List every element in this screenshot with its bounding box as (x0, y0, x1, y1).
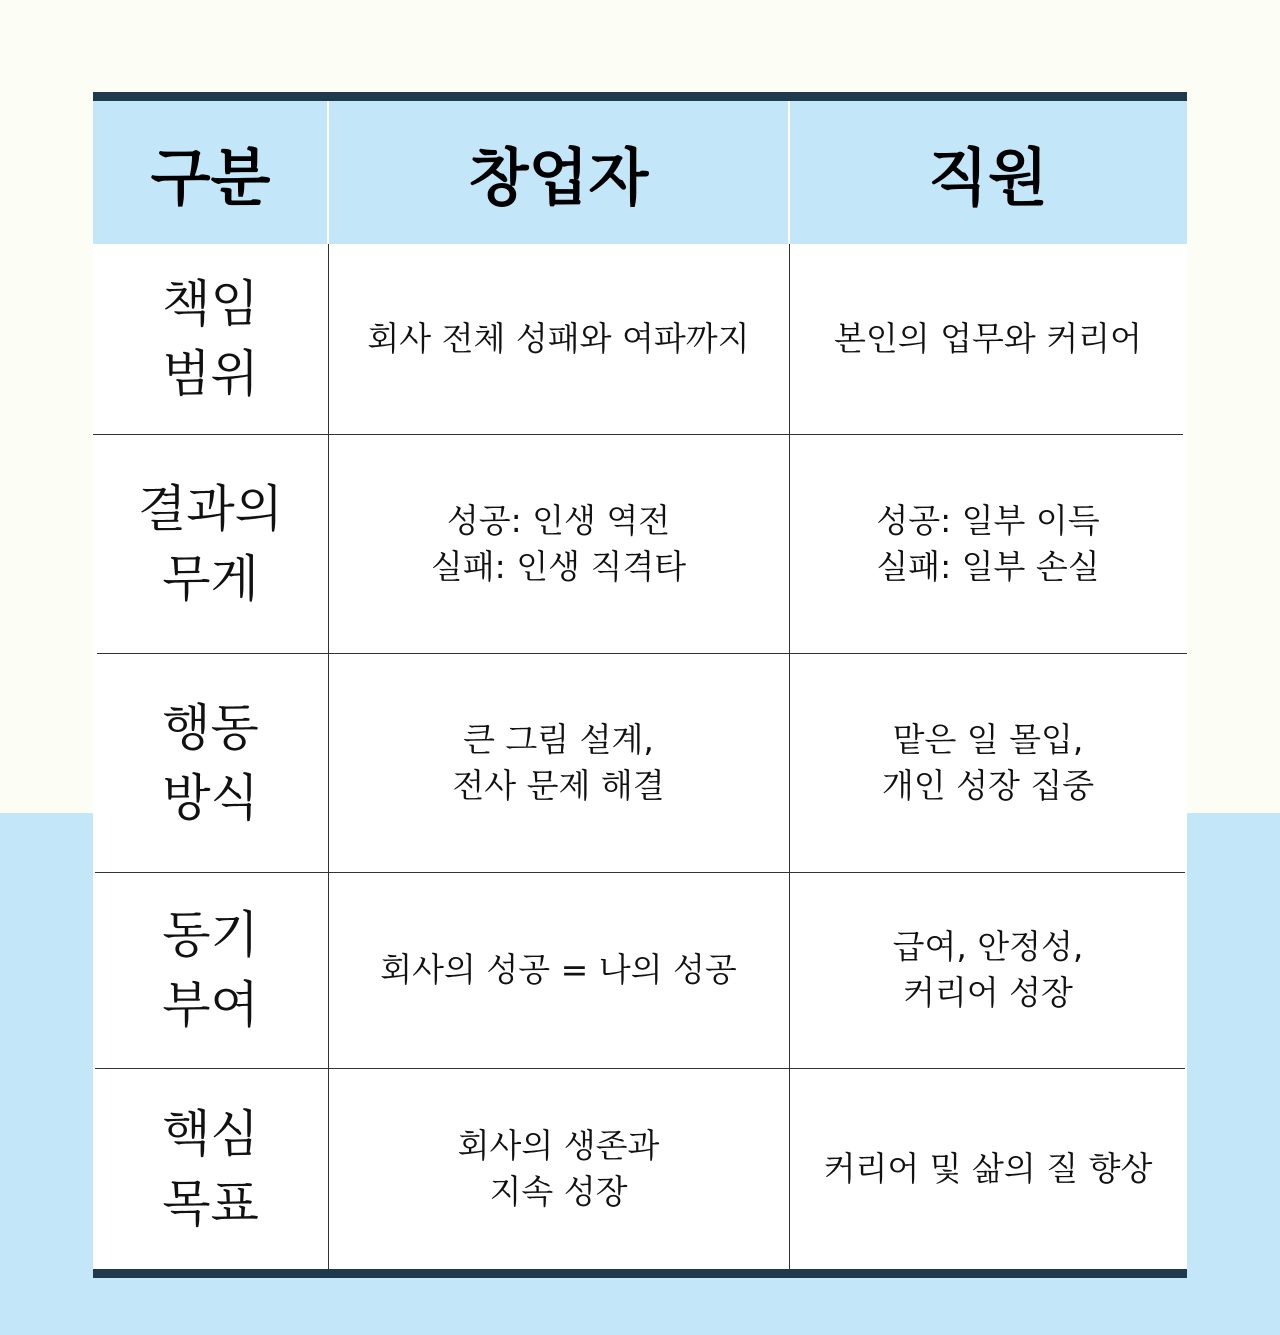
table-header-row (93, 101, 1187, 244)
founder-cell-motivation: 회사의 성공 = 나의 성공 (380, 950, 737, 989)
row-label-responsibility: 책임 범위 (162, 275, 259, 403)
header-employee: 직원 (928, 141, 1048, 214)
header-category: 구분 (150, 141, 271, 214)
comparison-table (93, 92, 1187, 1278)
header-founder: 창업자 (468, 141, 649, 214)
employee-cell-weight: 성공: 일부 이득 실패: 일부 손실 (876, 500, 1100, 586)
row-label-motivation: 동기 부여 (162, 906, 259, 1034)
employee-cell-goal: 커리어 및 삶의 질 향상 (823, 1148, 1153, 1188)
row-label-goal: 핵심 목표 (162, 1104, 259, 1233)
founder-cell-goal: 회사의 생존과 지속 성장 (457, 1125, 660, 1211)
header-divider (327, 101, 329, 244)
founder-cell-responsibility: 회사 전체 성패와 여파까지 (367, 319, 750, 358)
employee-cell-behavior: 맡은 일 몰입, 개인 성장 집중 (881, 719, 1095, 805)
employee-cell-responsibility: 본인의 업무와 커리어 (834, 319, 1142, 358)
employee-cell-motivation: 급여, 안정성, 커리어 성장 (892, 927, 1084, 1012)
founder-cell-weight: 성공: 인생 역전 실패: 인생 직격타 (430, 500, 687, 586)
row-label-weight: 결과의 무게 (138, 479, 283, 608)
founder-cell-behavior: 큰 그림 설계, 전사 문제 해결 (452, 719, 665, 805)
row-label-behavior: 행동 방식 (162, 698, 259, 827)
header-divider (788, 101, 790, 244)
